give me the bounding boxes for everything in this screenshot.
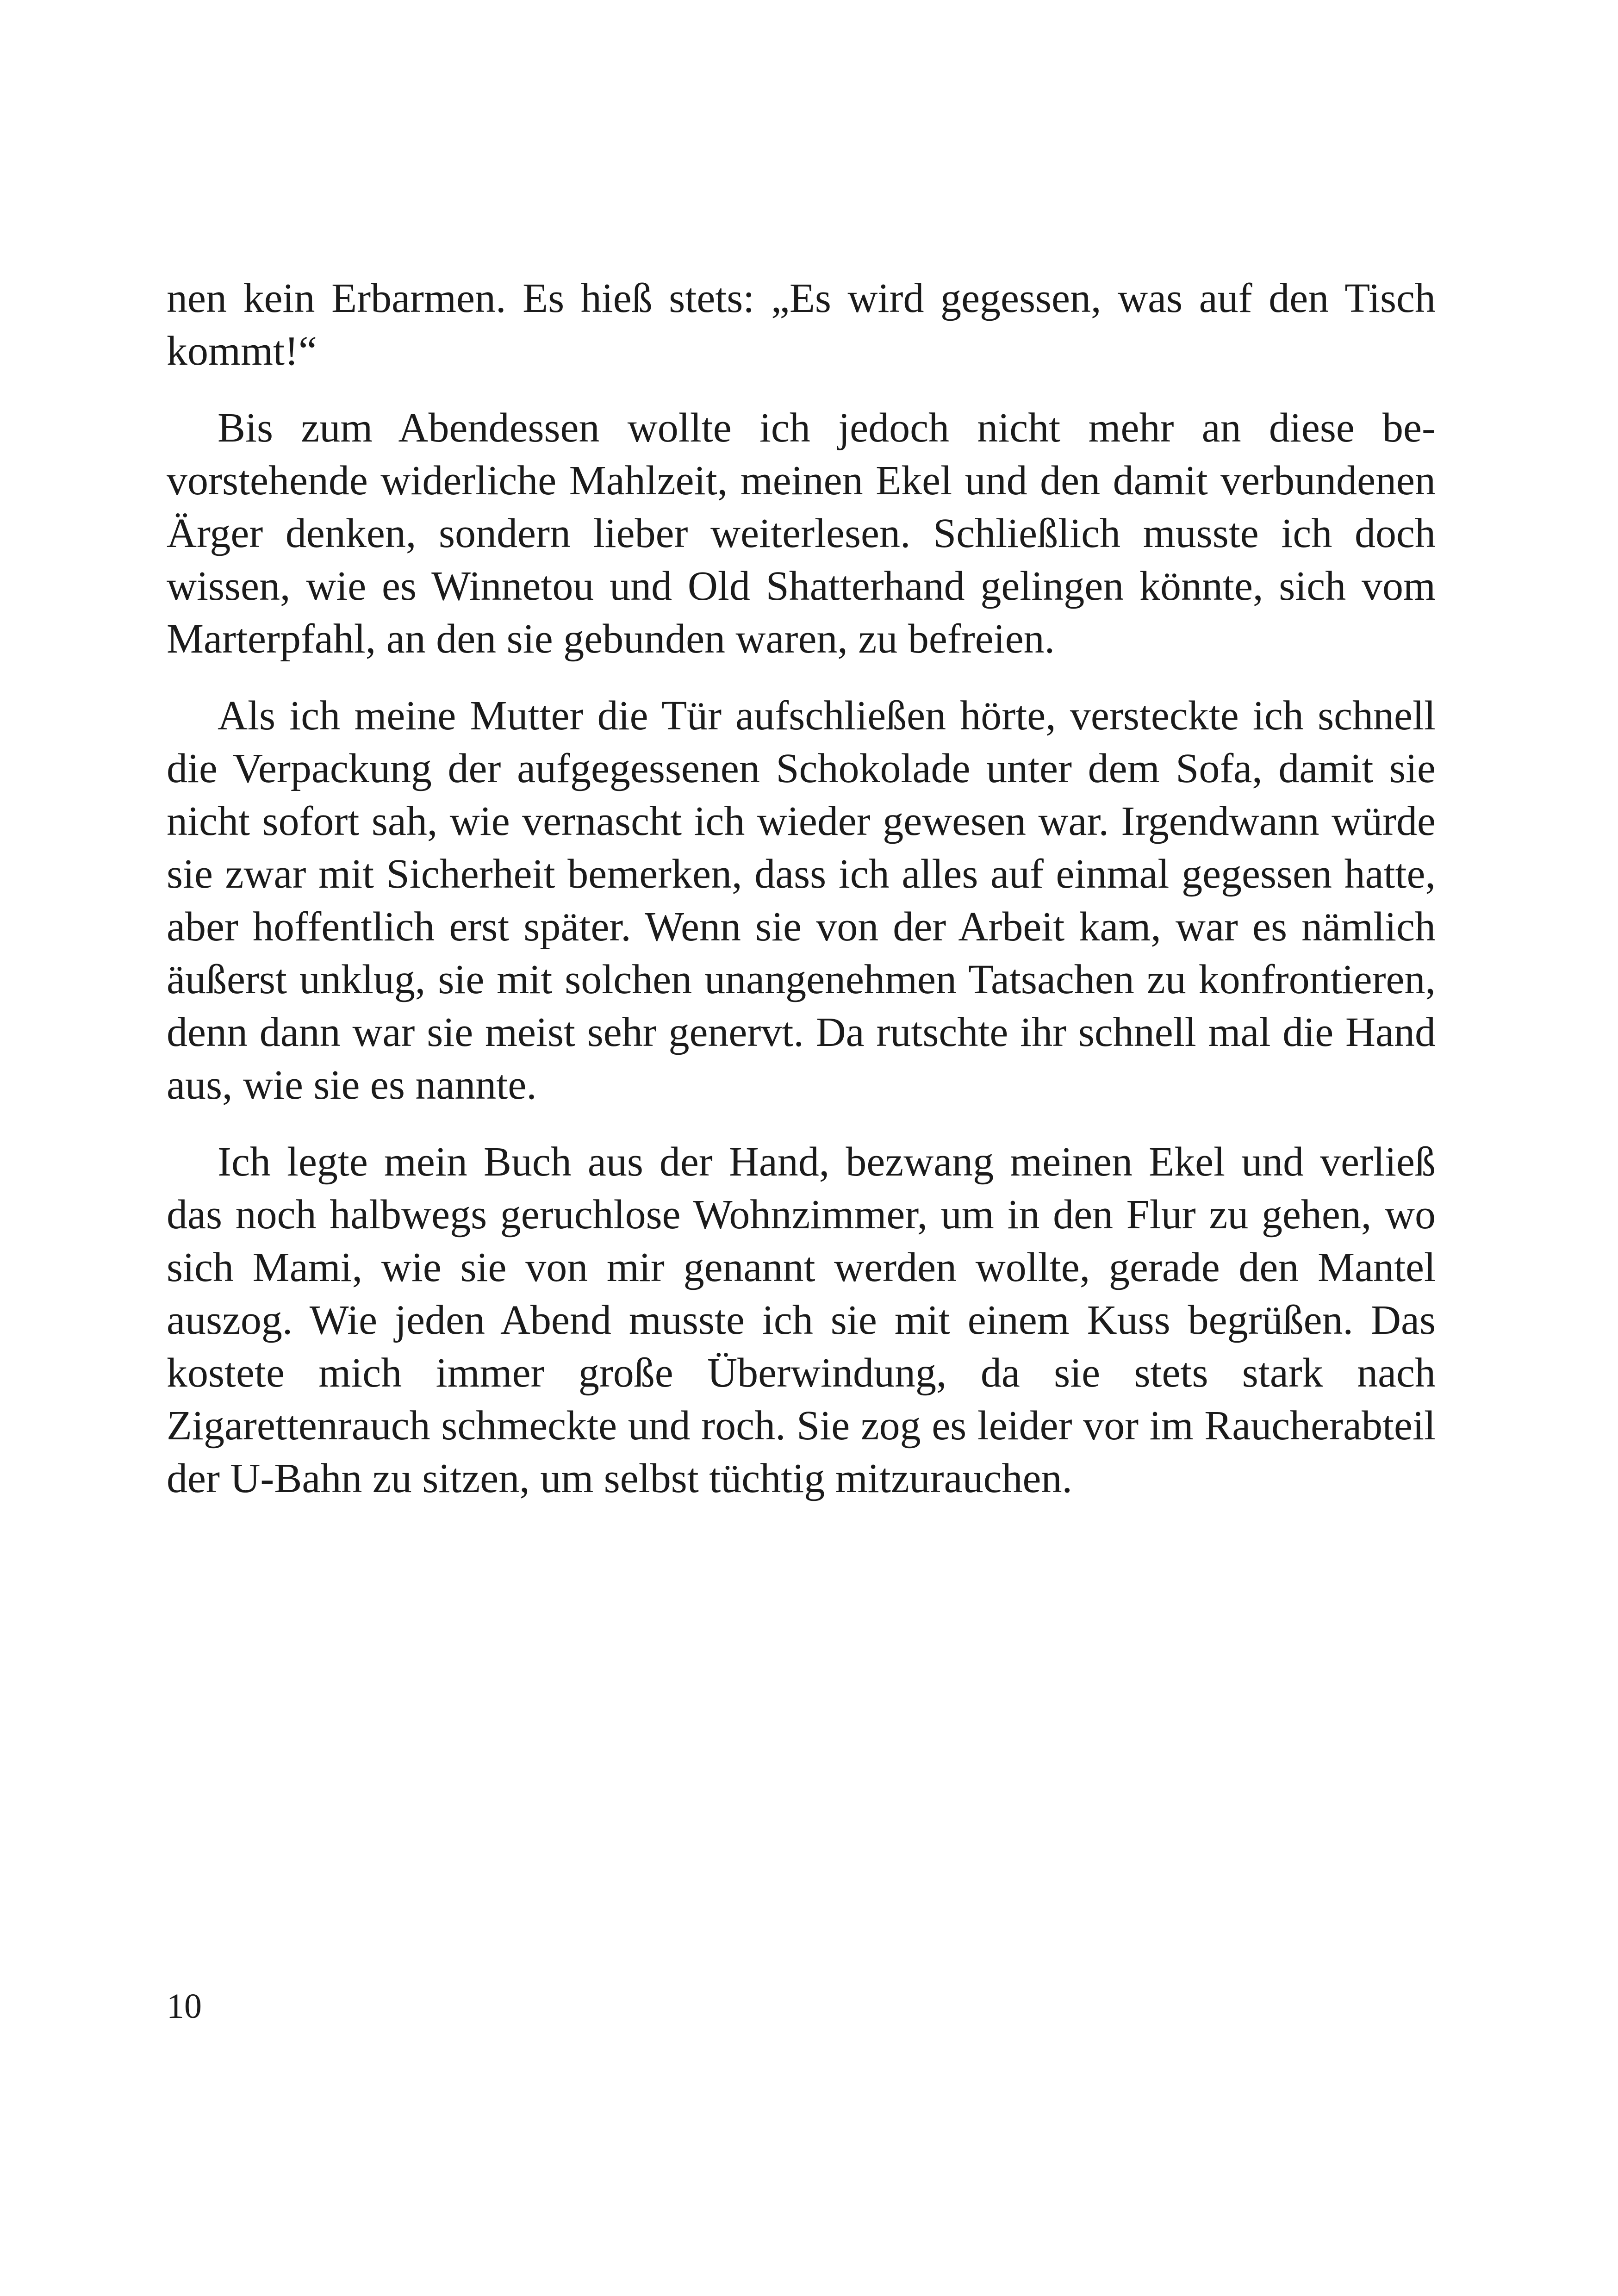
paragraph: Als ich meine Mutter die Tür aufschließen hörte, versteckte ich schnell die Verpackung der aufgegessenen Schokolade unter dem Sofa, damit sie nicht sofort sah, wie vernascht ich wieder gewesen war. Irgendwann würde sie zwar mit Sicherheit bemerken, dass ich alles auf einmal gegessen hatte, aber hoffentlich erst später. Wenn sie von der Arbeit kam, war es nämlich äußerst unklug, sie mit solchen unangenehmen Tatsachen zu konfrontieren, denn dann war sie meist sehr genervt. Da rutschte ihr schnell mal die Hand aus, wie sie es nannte.: [167, 693, 1436, 1108]
body-text: [167, 272, 1436, 1505]
paragraph: Ich legte mein Buch aus der Hand, bezwang meinen Ekel und verließ das noch halbwegs geruchlose Wohnzimmer, um in den Flur zu gehen, wo sich Mami, wie sie von mir genannt werden wollte, gerade den Mantel auszog. Wie jeden Abend musste ich sie mit einem Kuss begrüßen. Das kostete mich immer große Überwindung, da sie stets stark nach Zigarettenrauch schmeckte und roch. Sie zog es leider vor im Raucherabteil der U-Bahn zu sitzen, um selbst tüchtig mitzurauchen.: [167, 1139, 1436, 1501]
paragraph-continued: nen kein Erbarmen. Es hieß stets: „Es wird gegessen, was auf den Tisch kommt!“: [167, 275, 1436, 374]
paragraph: Bis zum Abendessen wollte ich jedoch nicht mehr an diese bevorstehende widerliche Mahlzeit, meinen Ekel und den damit verbundenen Ärger denken, sondern lieber weiterlesen. Schließlich musste ich doch wissen, wie es Winnetou und Old Shatterhand gelingen könnte, sich vom Marterpfahl, an den sie gebunden waren, zu befreien.: [167, 405, 1436, 662]
page-number: 10: [167, 1987, 202, 2026]
